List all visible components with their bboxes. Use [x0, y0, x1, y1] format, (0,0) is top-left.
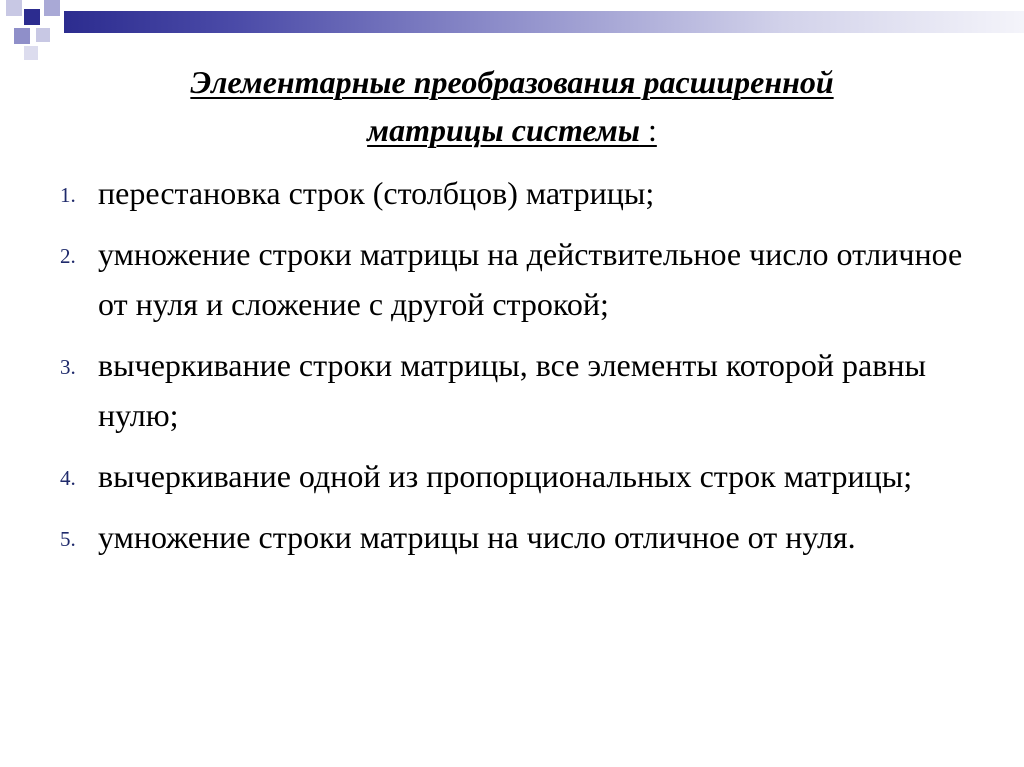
title-colon: : — [639, 112, 657, 148]
header-decoration — [0, 0, 1024, 60]
title-line-2-text: матрицы системы — [367, 112, 640, 148]
decor-square — [24, 46, 38, 60]
item-text: вычеркивание строки матрицы, все элементы которой равны нулю; — [98, 347, 926, 433]
item-text: умножение строки матрицы на число отличное от нуля. — [98, 519, 856, 555]
list-item — [0, 340, 1024, 440]
list-item — [0, 229, 1024, 329]
item-number: 3. — [60, 355, 76, 379]
list-item — [0, 451, 1024, 501]
item-number: 2. — [60, 244, 76, 268]
item-text: перестановка строк (столбцов) матрицы; — [98, 175, 655, 211]
item-number: 1. — [60, 183, 76, 207]
title-line-2 — [60, 106, 964, 154]
item-text: вычеркивание одной из пропорциональных строк матрицы; — [98, 458, 913, 494]
item-number: 4. — [60, 466, 76, 490]
item-number: 5. — [60, 527, 76, 551]
decor-square — [44, 0, 60, 16]
title-line-1: Элементарные преобразования расширенной — [190, 64, 834, 100]
item-text: умножение строки матрицы на действительное число отличное от нуля и сложение с другой строкой; — [98, 236, 963, 322]
list-item — [0, 168, 1024, 218]
decor-square — [24, 9, 40, 25]
decor-square — [14, 28, 30, 44]
header-gradient-bar — [64, 11, 1024, 33]
decor-square — [36, 28, 50, 42]
decor-square — [6, 0, 22, 16]
slide-title — [60, 58, 964, 154]
list-item — [0, 512, 1024, 562]
transformations-list — [0, 168, 1024, 573]
